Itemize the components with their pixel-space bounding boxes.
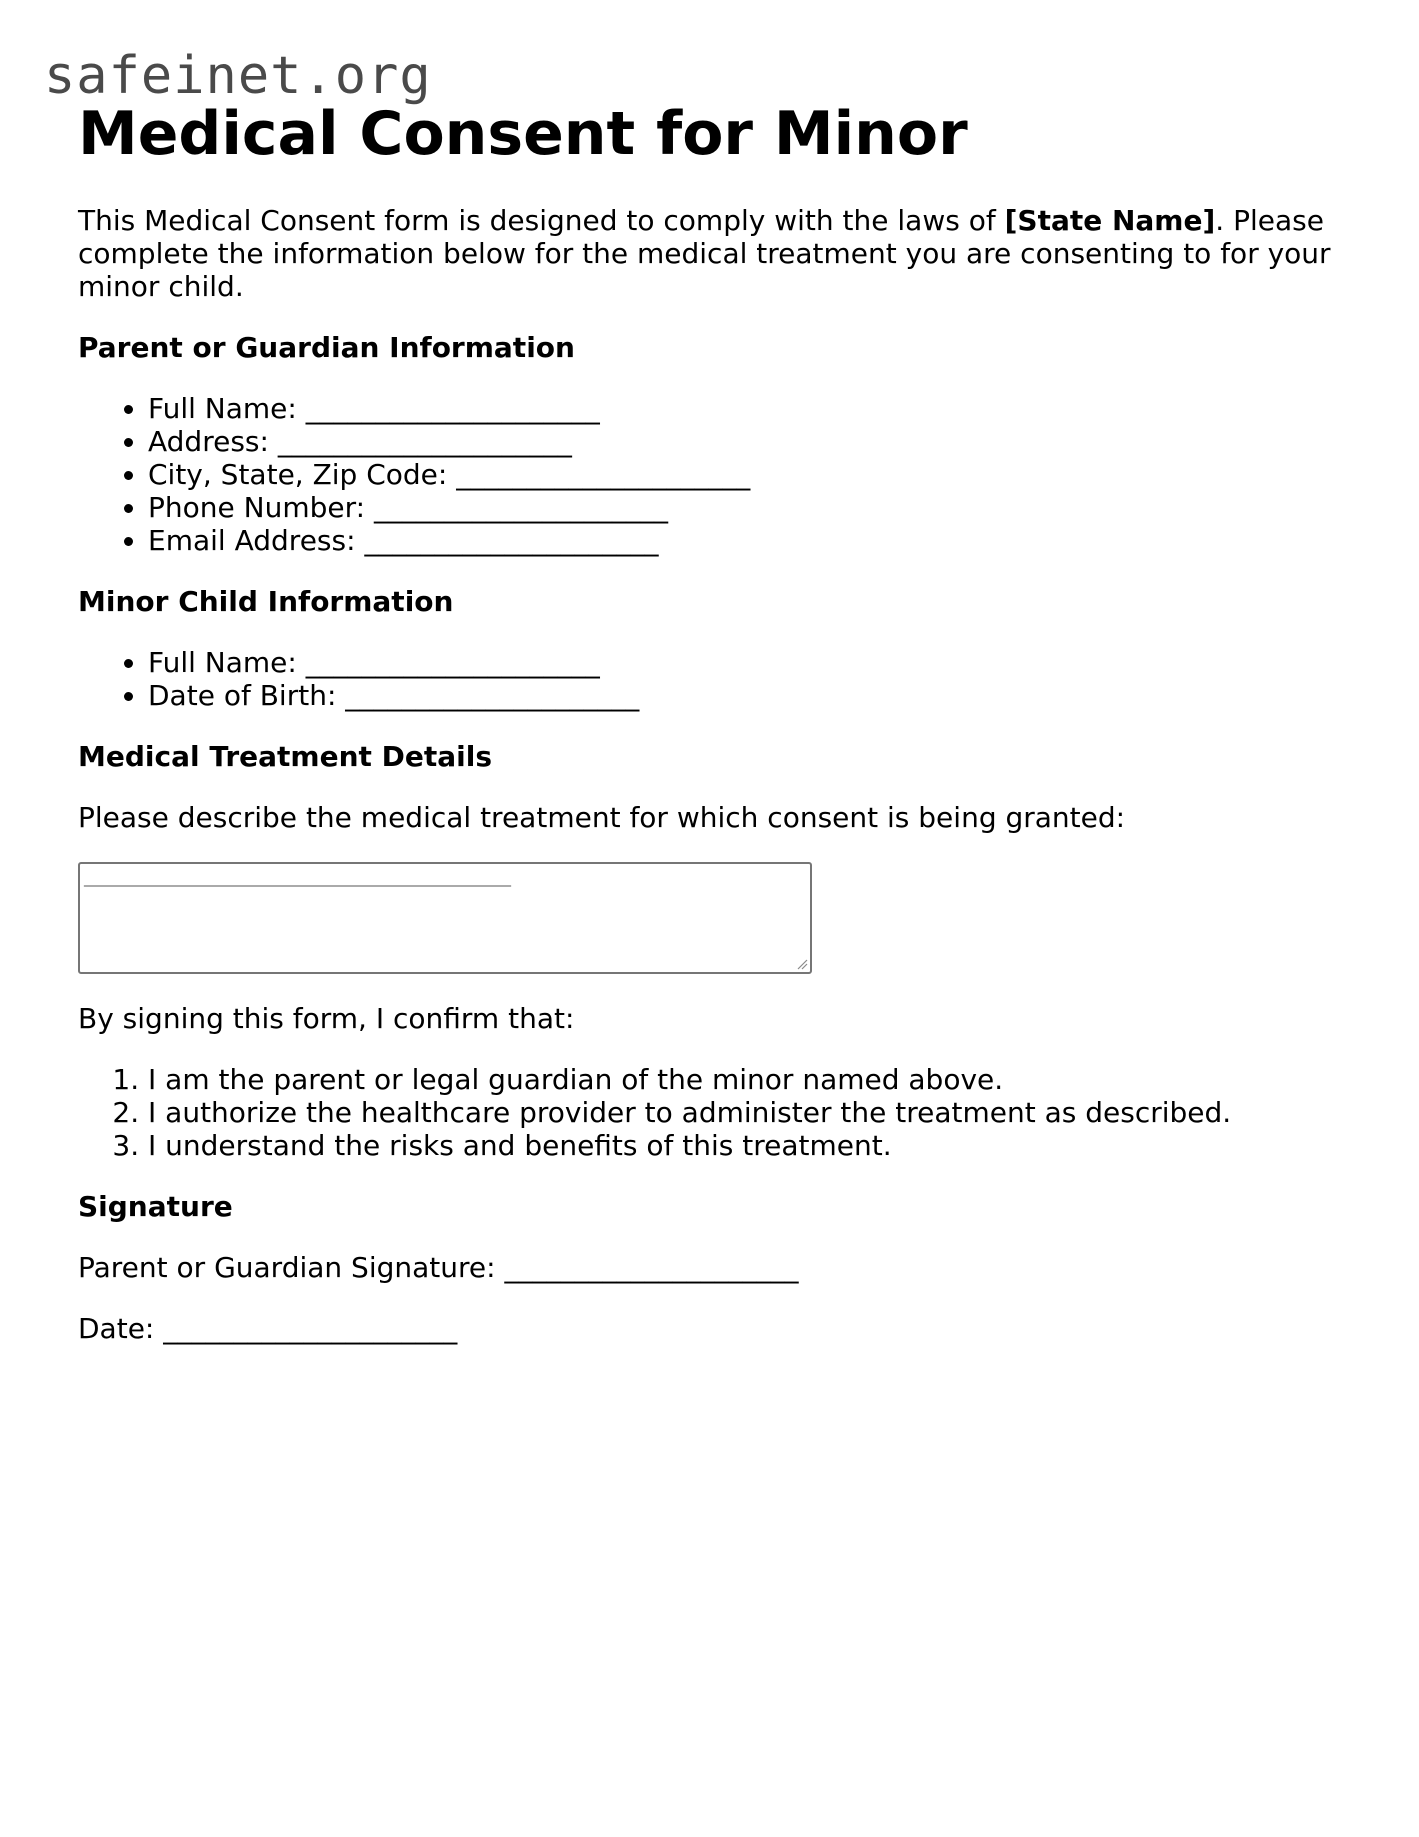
signature-section-heading: Signature: [78, 1190, 233, 1223]
treatment-prompt: Please describe the medical treatment for which consent is being granted:: [78, 801, 1126, 834]
list-item: 1. I am the parent or legal guardian of the minor named above.: [148, 1063, 1358, 1096]
signature-blank[interactable]: _____________________: [504, 1251, 799, 1284]
intro-paragraph: [78, 204, 1338, 303]
list-item: [148, 679, 1358, 712]
date-label: Date:: [78, 1312, 155, 1345]
state-name-placeholder: [State Name]: [1004, 204, 1216, 237]
intro-text-end: . Please complete the information below for the medical treatment you are consenting to for your minor child.: [78, 204, 1331, 303]
list-item: [148, 491, 1358, 524]
child-dob-blank[interactable]: _____________________: [345, 679, 640, 712]
parent-address-label: Address:: [148, 425, 269, 458]
watermark: safeinet.org: [44, 46, 432, 106]
child-section-heading: Minor Child Information: [78, 585, 454, 618]
list-item: [148, 425, 1358, 458]
list-item: [148, 458, 1358, 491]
parent-section-heading: Parent or Guardian Information: [78, 331, 575, 364]
parent-full-name-label: Full Name:: [148, 392, 297, 425]
document-page: [78, 98, 1358, 1345]
resize-grip-icon[interactable]: [796, 958, 808, 970]
confirmation-list: [78, 1063, 1358, 1162]
treatment-description-textarea[interactable]: [78, 862, 812, 974]
parent-phone-label: Phone Number:: [148, 491, 366, 524]
page-title: Medical Consent for Minor: [78, 99, 968, 169]
date-line: [78, 1312, 1358, 1345]
signature-label: Parent or Guardian Signature:: [78, 1251, 496, 1284]
treatment-description-value: _____________________________________________________________: [84, 871, 511, 887]
parent-city-state-zip-blank[interactable]: _____________________: [456, 458, 751, 491]
parent-full-name-blank[interactable]: _____________________: [305, 392, 600, 425]
treatment-section-heading: Medical Treatment Details: [78, 740, 493, 773]
intro-text-start: This Medical Consent form is designed to comply with the laws of: [78, 204, 1005, 237]
confirmation-lead: By signing this form, I confirm that:: [78, 1002, 575, 1035]
signature-line: [78, 1251, 1358, 1284]
list-item: 2. I authorize the healthcare provider to administer the treatment as described.: [148, 1096, 1358, 1129]
child-full-name-label: Full Name:: [148, 646, 297, 679]
parent-fields-list: [78, 392, 1358, 557]
parent-phone-blank[interactable]: _____________________: [373, 491, 668, 524]
list-item: [148, 524, 1358, 557]
list-item: 3. I understand the risks and benefits of this treatment.: [148, 1129, 1358, 1162]
child-fields-list: [78, 646, 1358, 712]
child-full-name-blank[interactable]: _____________________: [305, 646, 600, 679]
date-blank[interactable]: _____________________: [163, 1312, 458, 1345]
child-dob-label: Date of Birth:: [148, 679, 337, 712]
parent-email-label: Email Address:: [148, 524, 356, 557]
parent-email-blank[interactable]: _____________________: [364, 524, 659, 557]
parent-city-state-zip-label: City, State, Zip Code:: [148, 458, 448, 491]
parent-address-blank[interactable]: _____________________: [277, 425, 572, 458]
list-item: [148, 646, 1358, 679]
list-item: [148, 392, 1358, 425]
